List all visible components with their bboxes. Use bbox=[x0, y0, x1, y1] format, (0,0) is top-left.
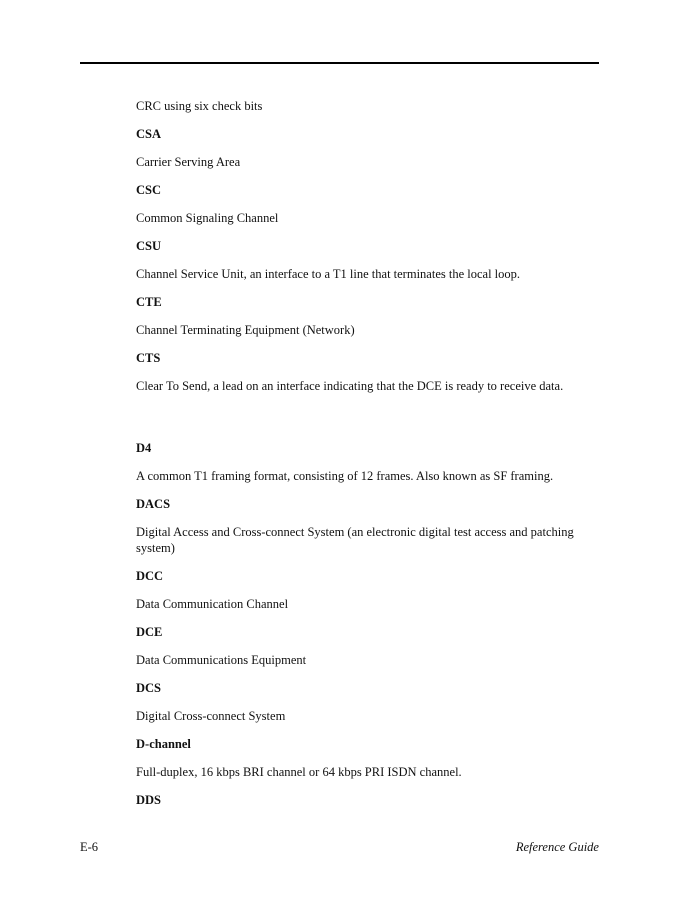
page-number: E-6 bbox=[80, 840, 99, 854]
glossary-definition: Data Communication Channel bbox=[136, 597, 289, 611]
glossary-term: DACS bbox=[136, 497, 171, 511]
glossary-definition: A common T1 framing format, consisting of 12 frames. Also known as SF framing. bbox=[136, 469, 554, 483]
glossary-term: CSC bbox=[136, 183, 162, 197]
glossary-term: D-channel bbox=[136, 737, 191, 751]
guide-title: Reference Guide bbox=[515, 840, 599, 854]
glossary-definition: Carrier Serving Area bbox=[136, 155, 241, 169]
glossary-definition: Channel Terminating Equipment (Network) bbox=[136, 323, 355, 337]
glossary-definition: Full-duplex, 16 kbps BRI channel or 64 kbps PRI ISDN channel. bbox=[136, 765, 462, 779]
glossary-definition: Clear To Send, a lead on an interface indicating that the DCE is ready to receive data. bbox=[136, 379, 564, 393]
glossary-content bbox=[136, 98, 586, 820]
continued-definition: CRC using six check bits bbox=[136, 99, 263, 113]
glossary-definition: Common Signaling Channel bbox=[136, 211, 279, 225]
glossary-definition: Digital Cross-connect System bbox=[136, 709, 286, 723]
glossary-definition: Digital Access and Cross-connect System (an electronic digital test access and patching system) bbox=[136, 525, 574, 555]
header-rule bbox=[80, 62, 599, 64]
glossary-definition: Channel Service Unit, an interface to a T1 line that terminates the local loop. bbox=[136, 267, 521, 281]
section-gap bbox=[136, 406, 586, 440]
glossary-term: CTS bbox=[136, 351, 161, 365]
glossary-definition: Data Communications Equipment bbox=[136, 653, 307, 667]
glossary-term: DDS bbox=[136, 793, 162, 807]
glossary-term: D4 bbox=[136, 441, 152, 455]
glossary-term: CSA bbox=[136, 127, 162, 141]
glossary-term: DCE bbox=[136, 625, 163, 639]
glossary-term: CSU bbox=[136, 239, 162, 253]
glossary-term: DCC bbox=[136, 569, 164, 583]
glossary-term: CTE bbox=[136, 295, 162, 309]
glossary-term: DCS bbox=[136, 681, 162, 695]
